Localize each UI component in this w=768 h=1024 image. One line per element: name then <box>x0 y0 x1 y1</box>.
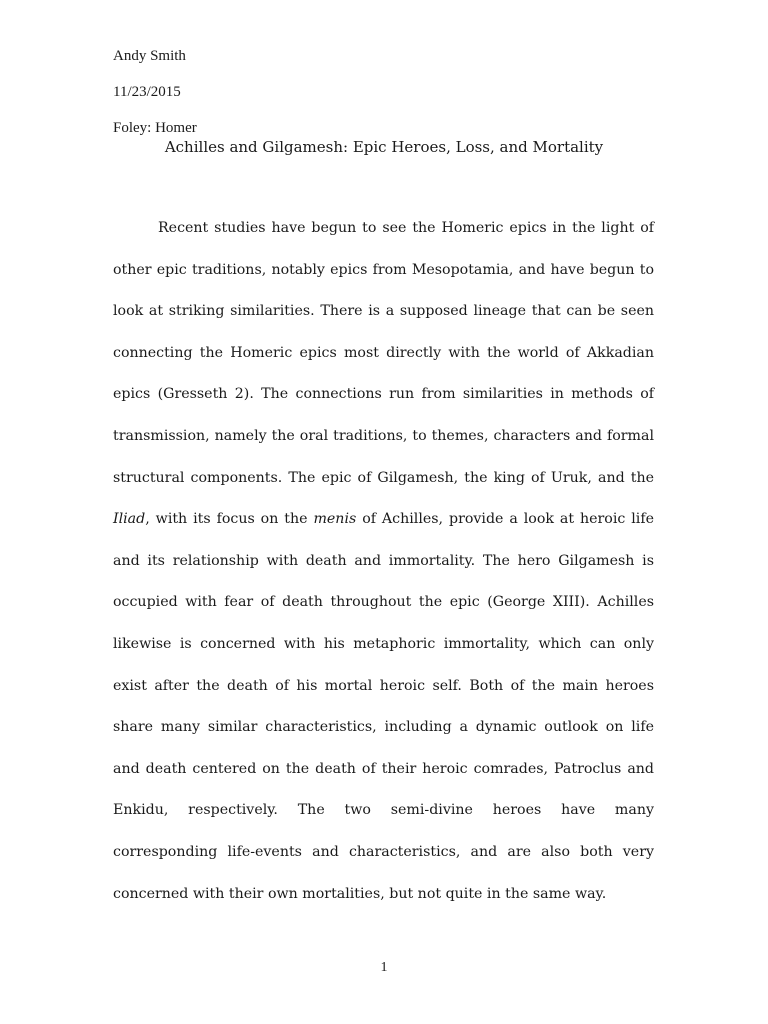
course-name: Foley: Homer <box>113 120 197 136</box>
page-number: 1 <box>380 960 388 975</box>
italic-term-menis: menis <box>313 511 357 528</box>
author-name: Andy Smith <box>113 48 186 64</box>
italic-title-iliad: Iliad <box>113 511 146 528</box>
essay-title: Achilles and Gilgamesh: Epic Heroes, Loss, and Mortality <box>164 138 604 156</box>
paragraph-text: Recent studies have begun to see the Homeric epics in the light of other epic traditions, notably epics from Mesopotamia, and have begun to look at striking similarities. There is a supposed lineage that can be seen connecting the Homeric epics most directly with the world of Akkadian epics (Gresseth 2). The connections run from similarities in methods of transmission, namely the oral traditions, to themes, characters and formal structural components. The epic of Gilgamesh, the king of Uruk, and the <box>113 220 654 486</box>
body-paragraph <box>113 208 654 915</box>
document-date: 11/23/2015 <box>113 84 181 100</box>
paragraph-text: of Achilles, provide a look at heroic life and its relationship with death and immortality. The hero Gilgamesh is occupied with fear of death throughout the epic (George XIII). Achilles likewise is concerned with his metaphoric immortality, which can only exist after the death of his mortal heroic self. Both of the main heroes share many similar characteristics, including a dynamic outlook on life and death centered on the death of their heroic comrades, Patroclus and Enkidu, respectively. The two semi-divine heroes have many corresponding life-events and characteristics, and are also both very concerned with their own mortalities, but not quite in the same way. <box>113 511 654 902</box>
paragraph-text: , with its focus on the <box>145 511 314 528</box>
